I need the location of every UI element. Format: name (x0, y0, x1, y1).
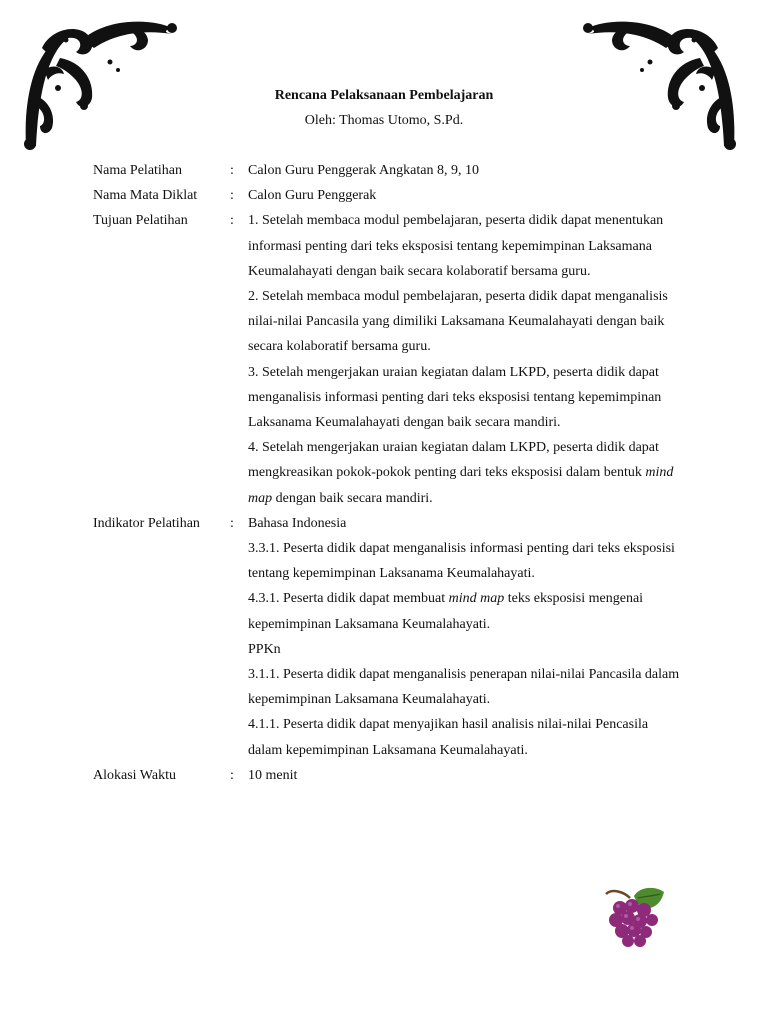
subject-heading: PPKn (248, 641, 281, 657)
field-separator: : (230, 188, 234, 204)
field-separator: : (230, 767, 234, 783)
indicator-4-3-1-text: 4.3.1. Peserta didik dapat membuat (248, 591, 449, 607)
document-title: Rencana Pelaksanaan Pembelajaran (274, 88, 494, 103)
ornament-corner-top-left (22, 18, 182, 153)
field-separator: : (230, 515, 234, 531)
row-indikator-pelatihan (93, 511, 683, 763)
indicator-4-3-1-text-end: teks eksposisi mengenai kepemimpinan Laksamana Keumalahayati. (248, 591, 644, 632)
field-label: Nama Pelatihan (93, 163, 183, 178)
objective-4-emphasis: mind map (248, 465, 674, 506)
field-value (248, 763, 683, 788)
value-line: Calon Guru Penggerak Angkatan 8, 9, 10 (248, 163, 479, 178)
value-line: 10 menit (248, 767, 298, 783)
subject-heading: Bahasa Indonesia (248, 515, 347, 531)
document-author: Oleh: Thomas Utomo, S.Pd. (304, 113, 464, 128)
objective-4-text-end: dengan baik secara mandiri. (272, 490, 433, 506)
indicator-4-3-1-emphasis: mind map (448, 591, 505, 607)
field-label: Indikator Pelatihan (93, 515, 200, 531)
objective-3: 3. Setelah mengerjakan uraian kegiatan dalam LKPD, peserta didik dapat menganalisis informasi penting dari teks eksposisi tentang kepemimpinan Laksanama Keumalahayati dengan baik secara mandiri. (248, 364, 662, 431)
grape-icon (600, 884, 670, 950)
value-line: Calon Guru Penggerak (248, 188, 377, 204)
indicator-4-1-1: 4.1.1. Peserta didik dapat menyajikan hasil analisis nilai-nilai Pencasila dalam kepemimpinan Laksamana Keumalahayati. (248, 717, 649, 758)
field-value (248, 511, 683, 763)
indicator-4-3-1 (248, 586, 683, 636)
field-value (248, 208, 683, 510)
row-alokasi-waktu (93, 763, 683, 788)
objective-4 (248, 435, 683, 511)
field-separator: : (230, 213, 234, 229)
objective-1: 1. Setelah membaca modul pembelajaran, peserta didik dapat menentukan informasi penting dari teks eksposisi tentang kepemimpinan Laksamana Keumalahayati dengan baik secara kolaboratif bersama guru. (248, 213, 664, 279)
objective-2: 2. Setelah membaca modul pembelajaran, peserta didik dapat menganalisis nilai-nilai Pancasila yang dimiliki Laksamana Keumalahayati dengan baik secara kolaboratif bersama guru. (248, 289, 668, 355)
field-value (248, 158, 683, 183)
ornament-corner-top-right (578, 18, 738, 153)
indicator-3-1-1: 3.1.1. Peserta didik dapat menganalisis penerapan nilai-nilai Pancasila dalam kepemimpinan Laksamana Keumalahayati. (248, 667, 680, 708)
field-separator: : (230, 163, 234, 178)
field-value (248, 183, 683, 208)
row-tujuan-pelatihan (93, 208, 683, 510)
field-label: Tujuan Pelatihan (93, 213, 188, 229)
plan-details (93, 158, 683, 788)
row-nama-pelatihan (93, 158, 683, 183)
field-label: Nama Mata Diklat (93, 188, 198, 204)
field-label: Alokasi Waktu (93, 767, 176, 783)
row-nama-mata-diklat (93, 183, 683, 208)
indicator-3-3-1: 3.3.1. Peserta didik dapat menganalisis informasi penting dari teks eksposisi tentang kepemimpinan Laksanama Keumalahayati. (248, 541, 675, 582)
objective-4-text: 4. Setelah mengerjakan uraian kegiatan dalam LKPD, peserta didik dapat mengkreasikan pokok-pokok penting dari teks eksposisi dalam bentuk (248, 440, 659, 481)
